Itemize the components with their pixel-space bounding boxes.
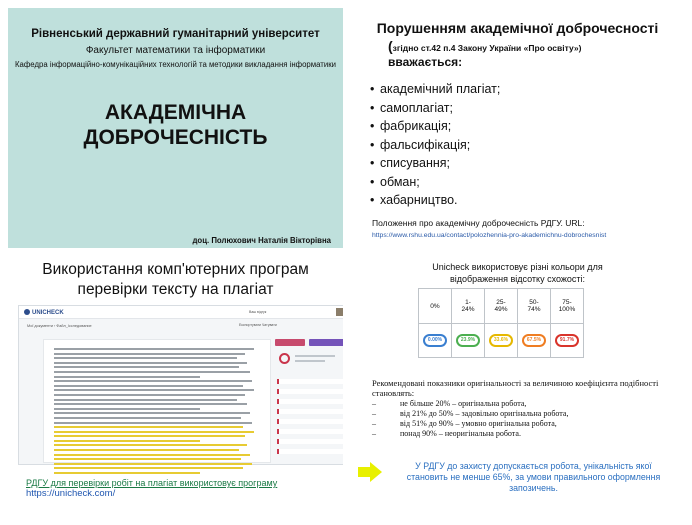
violations-heading: Порушенням академічної доброчесності [376,20,659,36]
similarity-ring-icon [279,353,290,364]
unicheck-link[interactable]: https://unicheck.com/ [26,488,116,499]
unicheck-screenshot [18,305,343,465]
source-row [277,399,343,404]
unicheck-logo: UNICHECK [24,309,64,316]
source-row [277,409,343,414]
colors-title-line-2: відображення відсотку схожості: [449,274,586,284]
document-line [54,399,237,401]
document-line [54,389,254,391]
list-item: • списування; [370,154,500,173]
table-row [419,324,584,358]
software-caption [26,478,343,499]
slide-plagiarism-software [8,255,343,505]
software-title-line-1: Використання комп'ютерних програм [42,261,309,278]
originality-criteria [372,399,568,439]
range-header-cell: 50- 74% [518,289,551,324]
table-row [419,289,584,324]
title-line-1: АКАДЕМІЧНА [104,101,247,124]
title-line-2: ДОБРОЧЕСНІСТЬ [83,126,268,149]
originality-note: Рекомендовані показники оригінальності за величиною коефіцієнта подібності становлять: [372,378,659,398]
similarity-button [275,339,305,346]
feedback-link: Ваш відгук [249,310,267,314]
list-item: • фальсифікація; [370,136,500,155]
subheading-verb: вважається [388,55,459,69]
list-item: • фабрикація; [370,117,500,136]
similarity-badge: 0.00% [423,334,447,347]
regulation-link[interactable]: https://www.rshu.edu.ua/contact/polozhennia-pro-akademichnu-dobrochesnist [372,232,607,239]
list-item: – від 51% до 90% – умовно оригінальна робота, [372,419,557,428]
document-line [54,380,252,382]
document-text-lines [54,348,262,477]
subheading-law: згідно ст.42 п.4 Закону України «Про освіту») [392,43,582,53]
document-line [54,417,241,419]
list-item: • академічний плагіат; [370,80,500,99]
document-line [54,472,200,474]
source-row [277,449,343,454]
sidebar-line [295,360,325,362]
similarity-badge: 67.5% [522,334,546,347]
document-line [54,362,247,364]
range-header-cell: 75- 100% [551,289,584,324]
source-row [277,389,343,394]
source-row [277,429,343,434]
document-line [54,366,239,368]
list-item: • самоплагіат; [370,99,500,118]
software-title-line-2: перевірки тексту на плагіат [77,281,274,298]
document-line [54,357,237,359]
source-row [277,419,343,424]
document-line [54,412,250,414]
range-header-cell: 1- 24% [452,289,485,324]
color-sample-cell [551,324,584,358]
document-line [54,463,252,465]
document-line [54,426,243,428]
similarity-badge: 23.9% [456,334,480,347]
list-item: – понад 90% – неоригінальна робота. [372,429,521,438]
document-line [54,371,250,373]
similarity-badge: 33.6% [489,334,513,347]
document-line [54,444,247,446]
report-tools: Експортувати Чатувати [239,323,277,327]
document-line [54,385,243,387]
report-button [309,339,343,346]
document-line [54,440,200,442]
document-line [54,467,243,469]
avatar [336,308,343,316]
source-row [277,439,343,444]
colors-title [350,261,685,285]
document-line [54,394,245,396]
colors-title-line-1: Unicheck використовує різні кольори для [432,262,603,272]
document-line [54,403,247,405]
subheading-colon: : [458,55,463,69]
document-line [54,431,254,433]
color-sample-cell [452,324,485,358]
arrow-right-icon [358,462,382,482]
list-item: • обман; [370,173,500,192]
color-sample-cell [485,324,518,358]
slide-title [8,8,343,248]
unicheck-logo-icon [24,309,30,315]
sidebar-line [295,355,335,357]
faculty-name: Факультет математики та інформатики [85,45,266,56]
slide-violations [350,8,685,248]
document-line [54,422,252,424]
caption-text: РДГУ для перевірки робіт на плагіат використовує програму [26,478,278,488]
subheading-paren: ( [388,38,393,54]
slide-main-title [8,100,343,150]
range-header-cell: 0% [419,289,452,324]
list-item: – від 21% до 50% – задовільно оригінальна робота, [372,409,569,418]
similarity-sidebar [275,339,343,463]
department-name: Кафедра інформаційно-комунікаційних технологій та методики викладання інформатики [15,60,336,69]
color-sample-cell [518,324,551,358]
document-line [54,408,200,410]
university-name: Рівненський державний гуманітарний університет [31,28,320,40]
document-line [54,435,245,437]
violations-list [370,80,500,210]
document-line [54,454,250,456]
document-line [54,348,254,350]
similarity-badge: 91.7% [555,334,579,347]
list-item: • хабарництво. [370,191,500,210]
source-row [277,379,343,384]
breadcrumb: Мої документи › Файл_Ісследование [27,324,92,328]
document-line [54,353,245,355]
range-header-cell: 25- 49% [485,289,518,324]
rshu-uniqueness-requirement: У РДГУ до захисту допускається робота, унікальність якої становить не менше 65%, за умови правильного оформлення запозичень. [406,461,661,493]
regulation-reference: Положення про академічну доброчесність РДГУ. URL: [372,218,585,228]
similarity-color-table [418,288,584,358]
slide-similarity-colors [350,255,685,505]
document-line [54,376,200,378]
author-name: доц. Полюхович Наталія Вікторівна [192,236,331,245]
color-sample-cell [419,324,452,358]
list-item: – не більше 20% – оригінальна робота, [372,399,527,408]
document-line [54,458,241,460]
unicheck-topbar [19,306,343,319]
violations-subheading [388,39,658,70]
document-line [54,449,239,451]
document-preview [43,339,271,463]
